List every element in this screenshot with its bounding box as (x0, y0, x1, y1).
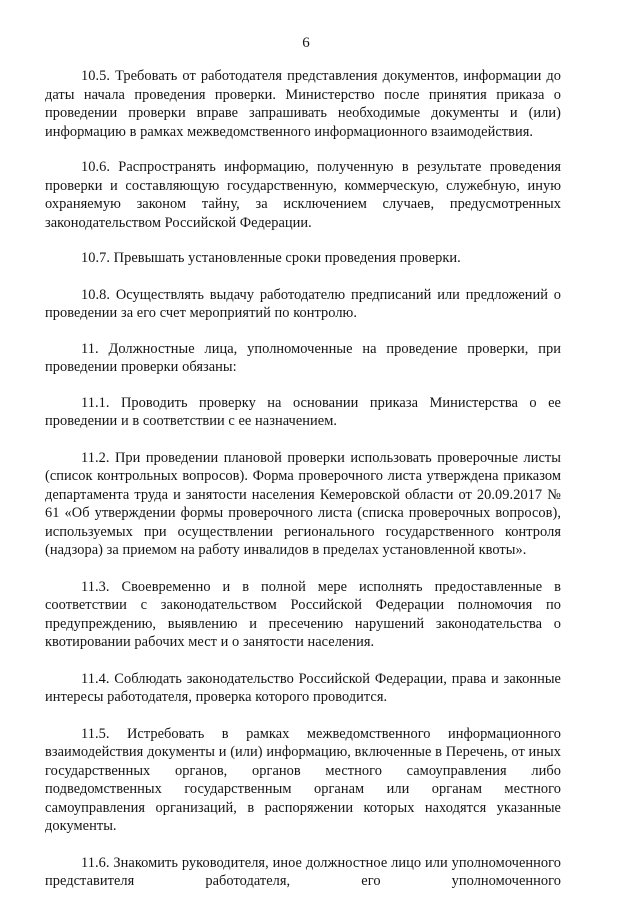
paragraph-11-3: 11.3. Своевременно и в полной мере исполнять предоставленные в соответствии с законодательством Российской Федерации полномочия по предупреждению, выявлению и пресечению нарушений законодательства о квотировании рабочих мест и о занятости населения. (45, 578, 561, 650)
paragraph-11-5: 11.5. Истребовать в рамках межведомственного информационного взаимодействия документы и (или) информацию, включенные в Перечень, от иных государственных органов, органов местного самоуправления либо подведомственных государственным органам или органам местного самоуправления организаций, в распоряжении которых находятся указанные документы. (45, 725, 561, 834)
paragraph-11-6: 11.6. Знакомить руководителя, иное должностное лицо или уполномоченного представителя работодателя, его уполномоченного (45, 854, 561, 889)
document-body (45, 67, 561, 891)
paragraph-10-7: 10.7. Превышать установленные сроки проведения проверки. (81, 250, 461, 266)
paragraph-10-6: 10.6. Распространять информацию, полученную в результате проведения проверки и составляющую государственную, коммерческую, служебную, иную охраняемую законом тайну, за исключением случаев, предусмотренных законодательством Российской Федерации. (45, 159, 561, 231)
paragraph-11-4: 11.4. Соблюдать законодательство Российской Федерации, права и законные интересы работодателя, проверка которого проводится. (45, 670, 561, 705)
paragraph-11-2: 11.2. При проведении плановой проверки использовать проверочные листы (список контрольных вопросов). Форма проверочного листа утверждена приказом департамента труда и занятости населения Кемеровской области от 20.09.2017 № 61 «Об утверждении формы проверочного листа (списка проверочных вопросов), используемых при осуществлении регионального государственного контроля (надзора) за приемом на работу инвалидов в пределах установленной квоты». (45, 449, 561, 558)
paragraph-11: 11. Должностные лица, уполномоченные на проведение проверки, при проведении проверки обязаны: (45, 340, 561, 375)
page-number: 6 (302, 35, 310, 51)
paragraph-11-1: 11.1. Проводить проверку на основании приказа Министерства о ее проведении и в соответствии с ее назначением. (45, 394, 561, 429)
paragraph-10-5: 10.5. Требовать от работодателя представления документов, информации до даты начала проведения проверки. Министерство после принятия приказа о проведении проверки вправе запрашивать необходимые документы и (или) информацию в рамках межведомственного информационного взаимодействия. (45, 68, 561, 140)
paragraph-10-8: 10.8. Осуществлять выдачу работодателю предписаний или предложений о проведении за его счет мероприятий по контролю. (45, 286, 561, 321)
